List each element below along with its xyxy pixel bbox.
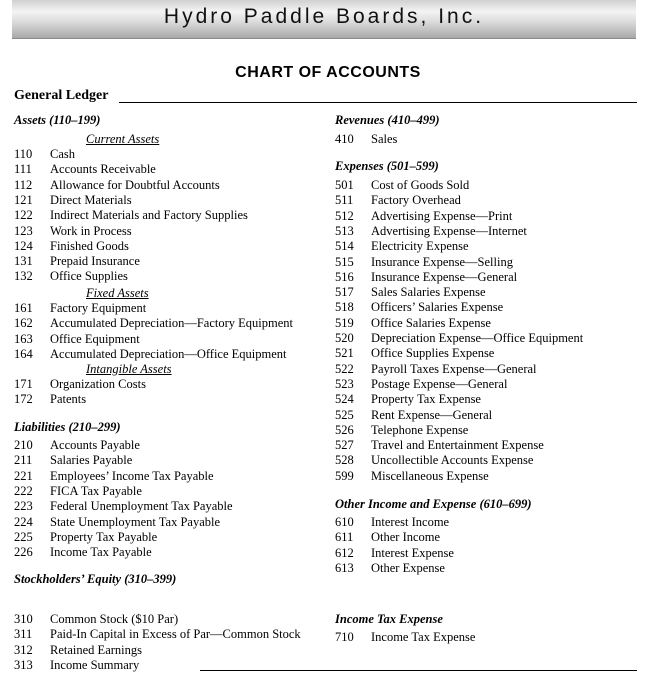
equity-heading: Stockholders’ Equity (310–399)	[14, 572, 177, 586]
account-number: 313	[14, 657, 33, 672]
account-name: Indirect Materials and Factory Supplies	[50, 208, 248, 223]
account-name: Accumulated Depreciation—Office Equipment	[50, 346, 287, 361]
account-number: 211	[14, 453, 33, 468]
account-name: Interest Income	[371, 515, 450, 529]
account-name: Advertising Expense—Internet	[371, 223, 527, 238]
account-number: 312	[14, 642, 33, 657]
account-name: Finished Goods	[50, 238, 129, 253]
account-number: 121	[14, 192, 33, 207]
revenues-heading: Revenues (410–499)	[335, 113, 440, 127]
account-name: Officers’ Salaries Expense	[371, 300, 504, 315]
account-name: Accounts Payable	[50, 438, 140, 452]
fixed-assets-subheading: Fixed Assets	[86, 286, 149, 300]
account-name: Office Salaries Expense	[371, 315, 491, 330]
account-name: State Unemployment Tax Payable	[50, 514, 221, 529]
account-name: Federal Unemployment Tax Payable	[50, 499, 233, 514]
account-name: Interest Expense	[371, 545, 454, 560]
account-number: 515	[335, 254, 354, 269]
account-number: 611	[335, 530, 354, 545]
account-name: Other Income	[371, 530, 441, 545]
account-number: 164	[14, 346, 33, 361]
account-name: Electricity Expense	[371, 239, 469, 254]
account-number: 223	[14, 499, 33, 514]
account-name: Insurance Expense—Selling	[371, 254, 513, 269]
account-name: Uncollectible Accounts Expense	[371, 453, 534, 468]
account-number: 612	[335, 545, 354, 560]
account-number: 111	[14, 162, 32, 177]
account-name: Sales	[371, 132, 398, 146]
account-name: Organization Costs	[50, 377, 146, 391]
account-name: Allowance for Doubtful Accounts	[50, 177, 220, 192]
account-name: Travel and Entertainment Expense	[371, 438, 544, 453]
account-number: 526	[335, 422, 354, 437]
account-name: Direct Materials	[50, 192, 132, 207]
account-name: Depreciation Expense—Office Equipment	[371, 331, 584, 345]
account-name: Factory Equipment	[50, 301, 147, 315]
account-name: Advertising Expense—Print	[371, 208, 513, 223]
document-title: CHART OF ACCOUNTS	[235, 64, 421, 81]
account-number: 522	[335, 361, 354, 376]
account-number: 513	[335, 223, 354, 238]
company-name: Hydro Paddle Boards, Inc.	[163, 5, 485, 28]
account-name: Office Supplies Expense	[371, 346, 495, 361]
current-assets-subheading: Current Assets	[86, 132, 160, 146]
account-name: Employees’ Income Tax Payable	[50, 468, 214, 483]
account-number: 162	[14, 316, 33, 331]
income-tax-heading: Income Tax Expense	[335, 612, 443, 626]
account-name: Office Equipment	[50, 331, 140, 346]
account-name: Other Expense	[371, 560, 445, 575]
account-number: 524	[335, 392, 354, 407]
account-number: 221	[14, 468, 33, 483]
account-number: 124	[14, 238, 33, 253]
account-number: 410	[335, 132, 354, 146]
account-number: 163	[14, 331, 33, 346]
account-number: 610	[335, 515, 354, 529]
account-number: 511	[335, 193, 354, 208]
account-number: 599	[335, 468, 354, 483]
account-number: 172	[14, 392, 33, 407]
account-number: 521	[335, 346, 354, 361]
account-number: 110	[14, 147, 33, 161]
assets-heading: Assets (110–199)	[14, 113, 101, 127]
account-number: 210	[14, 438, 33, 452]
account-number: 528	[335, 453, 354, 468]
account-name: Telephone Expense	[371, 422, 469, 437]
account-name: Salaries Payable	[50, 453, 133, 468]
account-number: 222	[14, 483, 33, 498]
intangible-assets-subheading: Intangible Assets	[86, 362, 172, 376]
account-number: 132	[14, 269, 33, 284]
account-number: 518	[335, 300, 354, 315]
account-number: 527	[335, 438, 354, 453]
account-number: 122	[14, 208, 33, 223]
account-number: 112	[14, 177, 33, 192]
account-number: 710	[335, 630, 354, 644]
account-name: Miscellaneous Expense	[371, 468, 489, 483]
account-name: Retained Earnings	[50, 642, 142, 657]
account-number: 613	[335, 560, 354, 575]
account-name: Factory Overhead	[371, 193, 461, 208]
expenses-heading: Expenses (501–599)	[335, 159, 439, 173]
account-name: Property Tax Payable	[50, 529, 158, 544]
account-name: Property Tax Expense	[371, 392, 481, 407]
account-name: Cost of Goods Sold	[371, 178, 470, 192]
general-ledger-label: General Ledger	[14, 88, 109, 103]
account-number: 512	[335, 208, 354, 223]
general-ledger-rule	[119, 102, 637, 103]
account-number: 501	[335, 178, 354, 192]
account-number: 131	[14, 254, 33, 269]
account-name: Common Stock ($10 Par)	[50, 612, 179, 626]
account-name: Prepaid Insurance	[50, 254, 140, 269]
account-name: Payroll Taxes Expense—General	[371, 361, 537, 376]
account-name: Insurance Expense—General	[371, 269, 518, 284]
account-name: Work in Process	[50, 223, 132, 238]
account-number: 516	[335, 269, 354, 284]
account-number: 161	[14, 301, 33, 315]
account-number: 171	[14, 377, 33, 391]
account-name: Office Supplies	[50, 269, 128, 284]
account-name: Patents	[50, 392, 87, 407]
other-income-expense-heading: Other Income and Expense (610–699)	[335, 497, 532, 511]
account-number: 525	[335, 407, 354, 422]
account-number: 225	[14, 529, 33, 544]
account-name: Income Tax Expense	[371, 630, 476, 644]
account-number: 226	[14, 545, 33, 560]
liabilities-heading: Liabilities (210–299)	[14, 420, 121, 434]
account-name: Income Summary	[50, 657, 140, 672]
account-name: FICA Tax Payable	[50, 483, 142, 498]
account-name: Income Tax Payable	[50, 545, 152, 560]
account-number: 523	[335, 376, 354, 391]
account-number: 310	[14, 612, 33, 626]
account-number: 514	[335, 239, 354, 254]
account-name: Cash	[50, 147, 75, 161]
account-name: Accumulated Depreciation—Factory Equipment	[50, 316, 293, 331]
account-name: Accounts Receivable	[50, 162, 156, 177]
account-name: Paid-In Capital in Excess of Par—Common Stock	[50, 627, 301, 642]
account-number: 520	[335, 331, 354, 345]
account-name: Postage Expense—General	[371, 376, 508, 391]
account-name: Sales Salaries Expense	[371, 285, 486, 300]
company-banner	[12, 0, 636, 39]
account-number: 224	[14, 514, 33, 529]
account-number: 519	[335, 315, 354, 330]
account-name: Rent Expense—General	[371, 407, 493, 422]
account-number: 517	[335, 285, 354, 300]
account-number: 123	[14, 223, 33, 238]
account-number: 311	[14, 627, 33, 642]
bottom-rule	[200, 670, 637, 671]
